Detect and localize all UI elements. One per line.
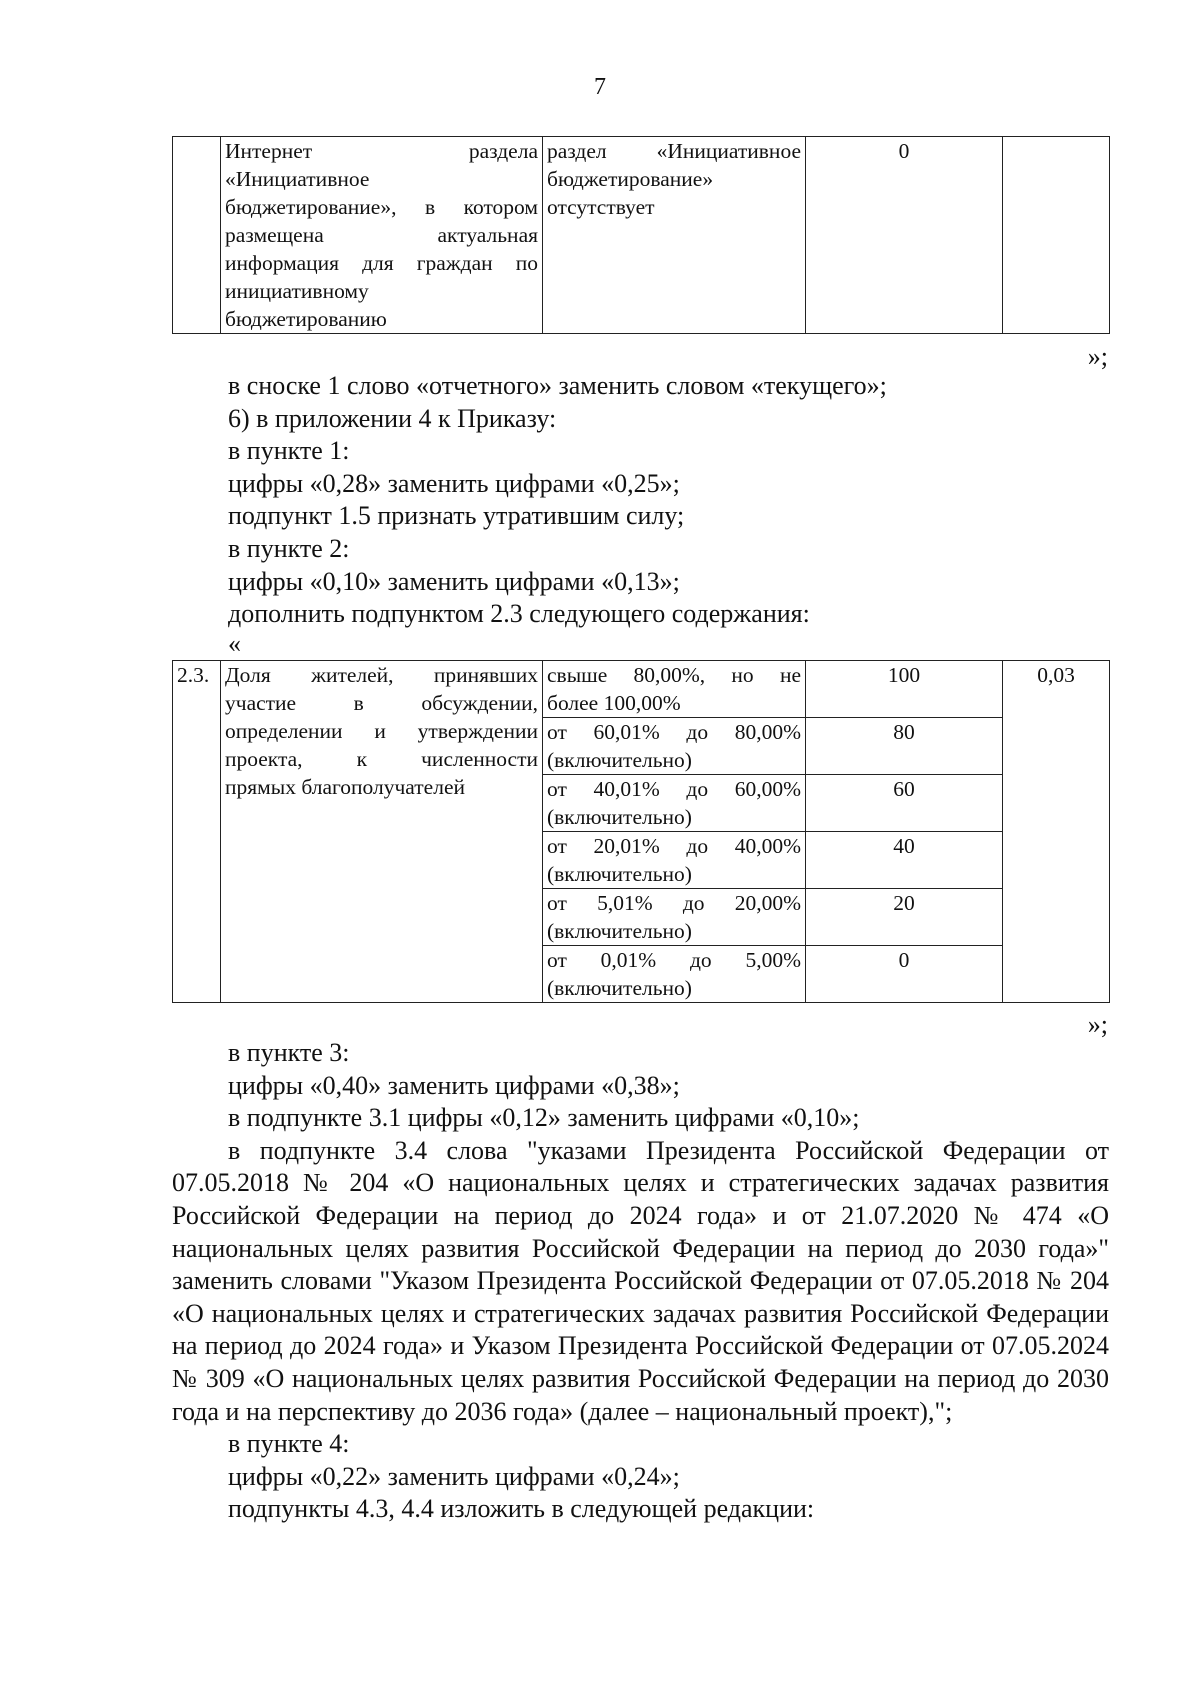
text-line: подпункт 1.5 признать утратившим силу; bbox=[228, 501, 685, 531]
text-line: дополнить подпунктом 2.3 следующего содержания: bbox=[228, 599, 810, 629]
cell-condition: от 40,01% до 60,00% (включительно) bbox=[543, 775, 806, 832]
text-line: цифры «0,10» заменить цифрами «0,13»; bbox=[228, 566, 680, 596]
text-line: подпункты 4.3, 4.4 изложить в следующей редакции: bbox=[228, 1494, 815, 1524]
cell-weight bbox=[1003, 137, 1110, 334]
cell-condition: свыше 80,00%, но не более 100,00% bbox=[543, 661, 806, 718]
text-line: цифры «0,22» заменить цифрами «0,24»; bbox=[228, 1461, 680, 1491]
cell-indicator: Интернет раздела «Инициативное бюджетирование», в котором размещена актуальная информация для граждан по инициативному бюджетированию bbox=[221, 137, 543, 334]
opening-quote: « bbox=[228, 628, 241, 658]
cell-condition: от 20,01% до 40,00% (включительно) bbox=[543, 832, 806, 889]
cell-score: 80 bbox=[806, 718, 1003, 775]
text-line: в пункте 1: bbox=[228, 436, 350, 466]
text-line: в пункте 2: bbox=[228, 533, 350, 563]
cell-weight: 0,03 bbox=[1003, 661, 1110, 1003]
text-line: в подпункте 3.1 цифры «0,12» заменить цифрами «0,10»; bbox=[228, 1103, 860, 1133]
text-line: 6) в приложении 4 к Приказу: bbox=[228, 403, 557, 433]
table-subitem-2-3 bbox=[172, 660, 1110, 1003]
table-continuation bbox=[172, 136, 1110, 334]
table-row bbox=[173, 137, 1110, 334]
cell-indicator: Доля жителей, принявших участие в обсуждении, определении и утверждении проекта, к численности прямых благополучателей bbox=[221, 661, 543, 1003]
cell-score: 60 bbox=[806, 775, 1003, 832]
amendments-block-1 bbox=[172, 370, 1109, 657]
text-line: в пункте 4: bbox=[228, 1429, 350, 1459]
closing-quote: »; bbox=[1087, 1010, 1108, 1039]
cell-number bbox=[173, 137, 221, 334]
text-line: в сноске 1 слово «отчетного» заменить словом «текущего»; bbox=[228, 371, 887, 400]
cell-condition: от 0,01% до 5,00% (включительно) bbox=[543, 946, 806, 1003]
cell-score: 40 bbox=[806, 832, 1003, 889]
table-row bbox=[173, 661, 1110, 718]
closing-quote: »; bbox=[1087, 342, 1108, 371]
cell-condition: от 5,01% до 20,00% (включительно) bbox=[543, 889, 806, 946]
cell-number: 2.3. bbox=[173, 661, 221, 1003]
cell-score: 0 bbox=[806, 137, 1003, 334]
text-line: цифры «0,40» заменить цифрами «0,38»; bbox=[228, 1070, 680, 1100]
cell-score: 100 bbox=[806, 661, 1003, 718]
cell-score: 20 bbox=[806, 889, 1003, 946]
cell-condition: раздел «Инициативное бюджетирование» отсутствует bbox=[543, 137, 806, 334]
text-line: цифры «0,28» заменить цифрами «0,25»; bbox=[228, 468, 680, 498]
cell-score: 0 bbox=[806, 946, 1003, 1003]
amendments-block-2 bbox=[172, 1037, 1109, 1526]
paragraph-subitem-3-4: в подпункте 3.4 слова "указами Президента Российской Федерации от 07.05.2018 № 204 «О национальных целях и стратегических задачах развития Российской Федерации на период до 2024 года» и от 21.07.2020 № 474 «О национальных целях развития Российской Федерации на период до 2030 года»" заменить словами "Указом Президента Российской Федерации от 07.05.2018 № 204 «О национальных целях и стратегических задачах развития Российской Федерации на период до 2024 года» и Указом Президента Российской Федерации от 07.05.2024 № 309 «О национальных целях развития Российской Федерации на период до 2030 года и на перспективу до 2036 года» (далее – национальный проект),"; bbox=[172, 1135, 1109, 1426]
page-number: 7 bbox=[594, 74, 606, 100]
text-line: в пункте 3: bbox=[228, 1038, 350, 1067]
cell-condition: от 60,01% до 80,00% (включительно) bbox=[543, 718, 806, 775]
